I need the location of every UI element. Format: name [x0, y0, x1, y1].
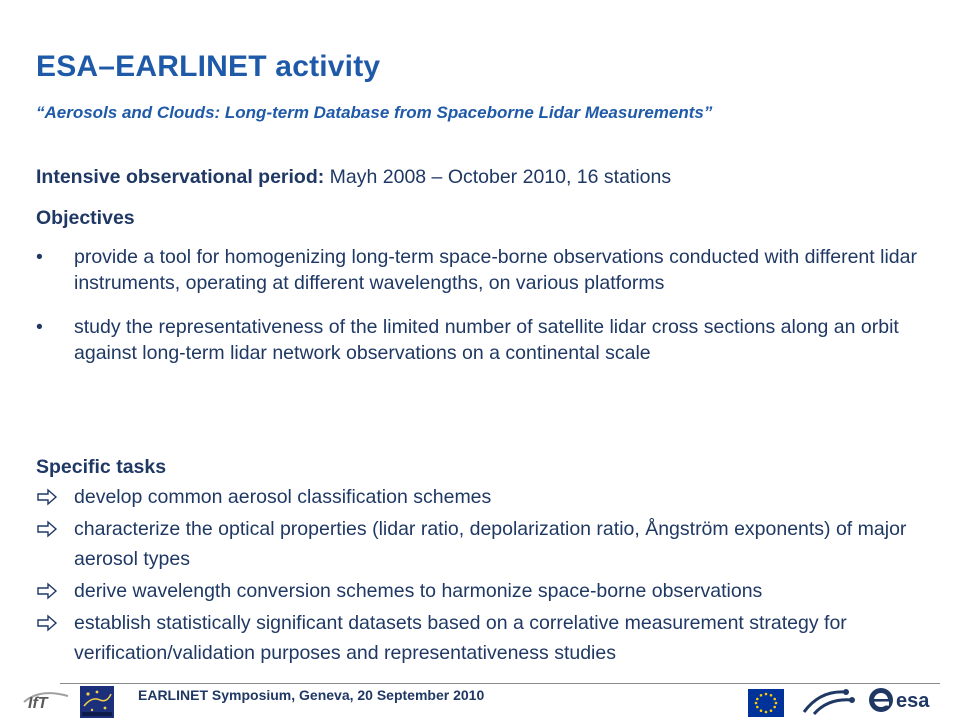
slide-subtitle: “Aerosols and Clouds: Long-term Database from Spaceborne Lidar Measurements” — [36, 103, 713, 122]
ifr-logo — [22, 686, 72, 712]
objective-text: provide a tool for homogenizing long-term space-borne observations conducted with different lidar instruments, operating at different wavelengths, on various platforms — [74, 246, 917, 294]
eu-flag-logo — [748, 689, 784, 717]
slide-title: ESA–EARLINET activity — [36, 50, 381, 83]
esa-logo — [868, 686, 942, 714]
list-item — [36, 514, 926, 574]
hollow-arrow-icon — [36, 608, 60, 638]
observation-period-value: Mayh 2008 – October 2010, 16 stations — [324, 166, 672, 188]
task-text: establish statistically significant datasets based on a correlative measurement strategy for verification/validation purposes and representativeness studies — [74, 612, 847, 664]
bullet-dot: • — [36, 246, 43, 268]
list-item — [36, 608, 926, 668]
list-item — [36, 482, 926, 512]
hollow-arrow-icon — [36, 514, 60, 544]
footer-divider — [60, 683, 940, 684]
task-text: derive wavelength conversion schemes to harmonize space-borne observations — [74, 580, 763, 602]
list-item — [36, 576, 926, 606]
footer-text: EARLINET Symposium, Geneva, 20 September 2010 — [138, 687, 485, 703]
observation-period — [36, 166, 671, 189]
task-text: characterize the optical properties (lidar ratio, depolarization ratio, Ångström exponents) of major aerosol types — [74, 518, 907, 570]
objectives-heading: Objectives — [36, 207, 135, 229]
objective-text: study the representativeness of the limited number of satellite lidar cross sections along an orbit against long-term lidar network observations on a continental scale — [74, 316, 899, 364]
svg-text:IfT: IfT — [28, 695, 48, 712]
esa-logo-text: esa — [896, 690, 930, 712]
specific-tasks-list — [36, 482, 926, 668]
earlinet-network-logo — [800, 686, 858, 718]
hollow-arrow-icon — [36, 576, 60, 606]
list-item — [36, 244, 926, 296]
bullet-dot: • — [36, 316, 43, 338]
task-text: develop common aerosol classification schemes — [74, 486, 492, 508]
objectives-list — [36, 244, 926, 366]
earlinet-logo — [80, 686, 114, 718]
list-item — [36, 314, 926, 366]
specific-tasks-heading: Specific tasks — [36, 456, 167, 478]
hollow-arrow-icon — [36, 482, 60, 512]
observation-period-label: Intensive observational period: — [36, 166, 325, 188]
